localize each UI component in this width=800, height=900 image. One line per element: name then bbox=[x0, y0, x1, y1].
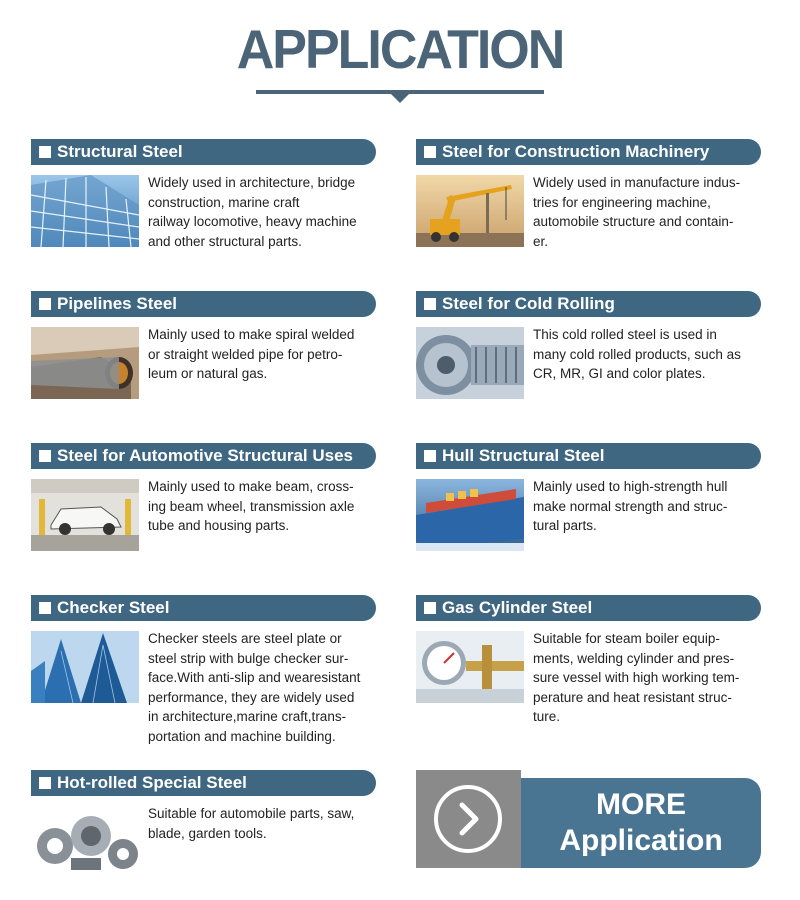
chevron-right-circle-icon bbox=[434, 785, 502, 853]
card-title: Steel for Automotive Structural Uses bbox=[57, 446, 353, 465]
card-header bbox=[31, 595, 376, 621]
down-arrow-icon bbox=[391, 94, 409, 103]
more-label: MORE bbox=[596, 788, 686, 821]
more-label-panel bbox=[521, 778, 761, 868]
pressure-gauge-photo bbox=[416, 631, 524, 703]
card-description: Mainly used to make beam, cross- ing beam wheel, transmission axle tube and housing parts. bbox=[148, 479, 355, 533]
bearings-photo bbox=[31, 806, 139, 878]
card-description: Mainly used to make spiral welded or straight welded pipe for petro- leum or natural gas. bbox=[148, 327, 355, 381]
square-bullet-icon bbox=[39, 450, 51, 462]
card-title: Hull Structural Steel bbox=[442, 446, 605, 465]
car-assembly-photo bbox=[31, 479, 139, 551]
card-description: Suitable for automobile parts, saw, blade, garden tools. bbox=[148, 806, 355, 841]
card-description: This cold rolled steel is used in many cold rolled products, such as CR, MR, GI and color plates. bbox=[533, 327, 741, 381]
card-title: Pipelines Steel bbox=[57, 294, 177, 313]
card-header bbox=[416, 291, 761, 317]
card-gas-cylinder bbox=[416, 595, 761, 724]
card-automotive-structural bbox=[31, 443, 376, 533]
card-hot-rolled-special bbox=[31, 770, 376, 841]
square-bullet-icon bbox=[424, 602, 436, 614]
square-bullet-icon bbox=[424, 146, 436, 158]
ship-photo bbox=[416, 479, 524, 551]
card-header bbox=[416, 595, 761, 621]
card-header bbox=[31, 139, 376, 165]
card-header bbox=[31, 770, 376, 796]
card-pipelines-steel bbox=[31, 291, 376, 381]
square-bullet-icon bbox=[39, 602, 51, 614]
card-structural-steel bbox=[31, 139, 376, 249]
square-bullet-icon bbox=[424, 298, 436, 310]
card-header bbox=[31, 443, 376, 469]
square-bullet-icon bbox=[424, 450, 436, 462]
card-title: Structural Steel bbox=[57, 142, 183, 161]
pipeline-photo bbox=[31, 327, 139, 399]
more-application-button[interactable] bbox=[416, 770, 761, 868]
turbine-photo bbox=[416, 327, 524, 399]
card-description: Suitable for steam boiler equip- ments, welding cylinder and pres- sure vessel with high working tem- perature and heat resistant struc- ture. bbox=[533, 631, 740, 724]
card-construction-machinery bbox=[416, 139, 761, 249]
card-header bbox=[416, 443, 761, 469]
card-title: Steel for Construction Machinery bbox=[442, 142, 710, 161]
card-title: Steel for Cold Rolling bbox=[442, 294, 615, 313]
card-hull-structural bbox=[416, 443, 761, 533]
square-bullet-icon bbox=[39, 146, 51, 158]
card-checker-steel bbox=[31, 595, 376, 744]
card-description: Widely used in manufacture indus- tries for engineering machine, automobile structure and contain- er. bbox=[533, 175, 741, 249]
crane-photo bbox=[416, 175, 524, 247]
card-cold-rolling bbox=[416, 291, 761, 381]
card-header bbox=[31, 291, 376, 317]
page-title: APPLICATION bbox=[236, 19, 564, 81]
square-bullet-icon bbox=[39, 777, 51, 789]
header bbox=[0, 0, 800, 110]
more-icon-panel bbox=[416, 770, 521, 868]
card-description: Mainly used to high-strength hull make normal strength and struc- tural parts. bbox=[533, 479, 728, 533]
card-header bbox=[416, 139, 761, 165]
card-description: Widely used in architecture, bridge construction, marine craft railway locomotive, heavy machine and other structural parts. bbox=[148, 175, 357, 249]
application-label: Application bbox=[559, 824, 723, 857]
square-bullet-icon bbox=[39, 298, 51, 310]
building-photo bbox=[31, 175, 139, 247]
card-description: Checker steels are steel plate or steel strip with bulge checker sur- face.With anti-slip and wearesistant performance, they are widely used in architecture,marine craft,trans- portation and machine building. bbox=[148, 631, 361, 744]
card-title: Checker Steel bbox=[57, 598, 170, 617]
card-title: Gas Cylinder Steel bbox=[442, 598, 593, 617]
card-title: Hot-rolled Special Steel bbox=[57, 773, 247, 792]
skyscraper-photo bbox=[31, 631, 139, 703]
